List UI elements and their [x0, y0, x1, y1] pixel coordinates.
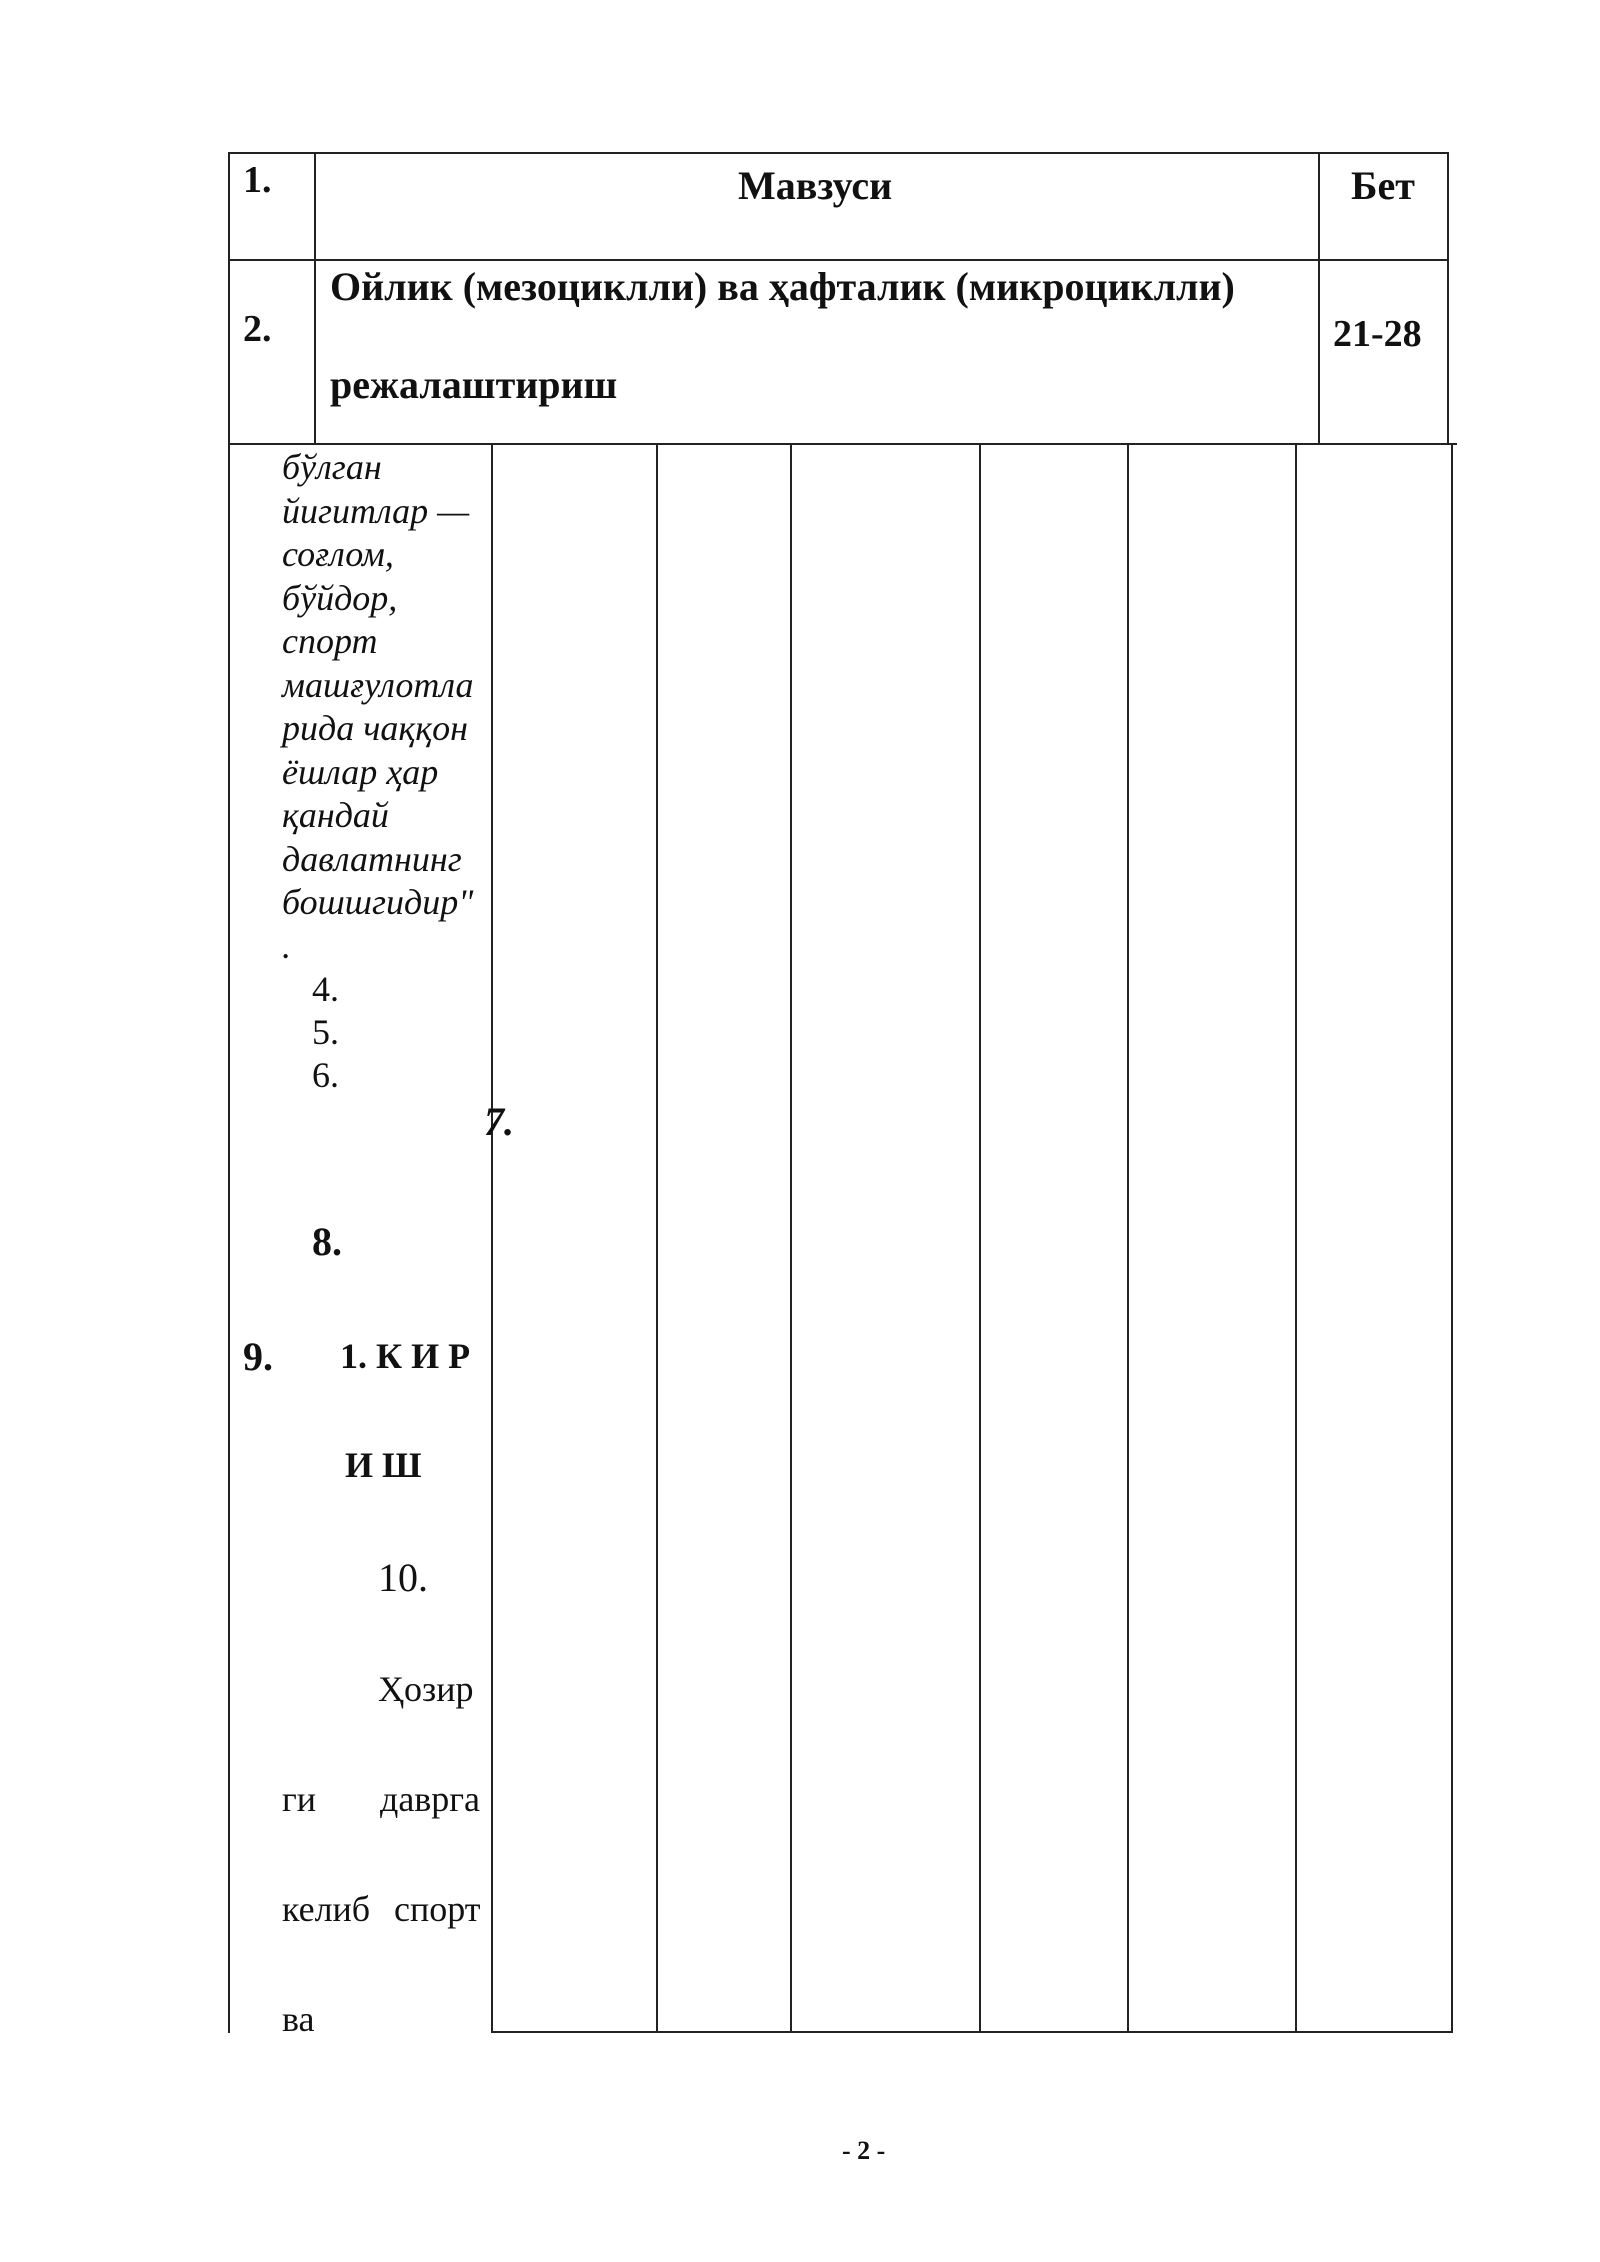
para-line2-a: ги	[282, 1779, 317, 1819]
list-item-5: 5.	[312, 1012, 339, 1052]
italic-line: йигитлар —	[282, 490, 470, 531]
italic-line: қандай	[282, 795, 389, 835]
table-left-border	[228, 152, 230, 445]
list-item-8: 8.	[312, 1219, 342, 1264]
italic-line: рида чаққон	[282, 708, 468, 748]
italic-line: ёшлар ҳар	[282, 751, 439, 792]
para-line1: Ҳозир	[378, 1669, 474, 1709]
italic-line: .	[282, 925, 291, 966]
italic-line: машғулотла	[282, 664, 474, 705]
page-number: - 2 -	[842, 2136, 886, 2165]
grid-col-4	[979, 443, 981, 2033]
grid-col-2	[656, 443, 658, 2033]
table-col-divider-1	[314, 152, 316, 445]
italic-paragraph	[282, 446, 492, 968]
header-topic-label: Мавзуси	[738, 163, 893, 208]
para-line3-b: спорт	[394, 1889, 481, 1929]
grid-bottom-border	[491, 2031, 1453, 2033]
grid-col-5	[1127, 443, 1129, 2033]
para-line3-a: келиб	[282, 1889, 371, 1929]
italic-line: бошшгидир"	[282, 882, 474, 922]
italic-line: соғлом,	[282, 534, 394, 574]
header-number: 1.	[243, 159, 272, 201]
list-item-10: 10.	[378, 1555, 428, 1600]
italic-line: давлатнинг	[282, 838, 462, 879]
list-item-9: 9.	[243, 1334, 273, 1379]
table-right-border	[1447, 152, 1449, 445]
intro-heading-line1: 1. К И Р	[340, 1336, 471, 1376]
row2-topic-line2: режалаштириш	[330, 362, 618, 407]
para-line2-b: даврга	[380, 1779, 481, 1819]
italic-line: спорт	[282, 621, 378, 661]
intro-heading-line2: И Ш	[345, 1445, 422, 1485]
table-bottom-border	[228, 443, 1457, 445]
grid-right-edge	[1451, 443, 1453, 2033]
row2-number: 2.	[243, 308, 272, 350]
table-row-divider	[228, 259, 1449, 261]
grid-left-edge	[228, 443, 230, 2033]
grid-col-6	[1295, 443, 1297, 2033]
list-item-4: 4.	[312, 969, 339, 1009]
table-top-border	[228, 152, 1449, 154]
header-page-label: Бет	[1351, 163, 1415, 208]
row2-pages: 21-28	[1333, 313, 1422, 355]
list-item-6: 6.	[312, 1055, 339, 1095]
para-line4: ва	[282, 1999, 315, 2039]
table-col-divider-2	[1318, 152, 1320, 445]
grid-col-3	[790, 443, 792, 2033]
list-item-7: 7.	[484, 1099, 514, 1144]
italic-line: бўлган	[282, 447, 382, 487]
italic-line: бўйдор,	[282, 577, 398, 618]
row2-topic-line1: Ойлик (мезоциклли) ва ҳафталик (микроциклли)	[330, 264, 1235, 309]
